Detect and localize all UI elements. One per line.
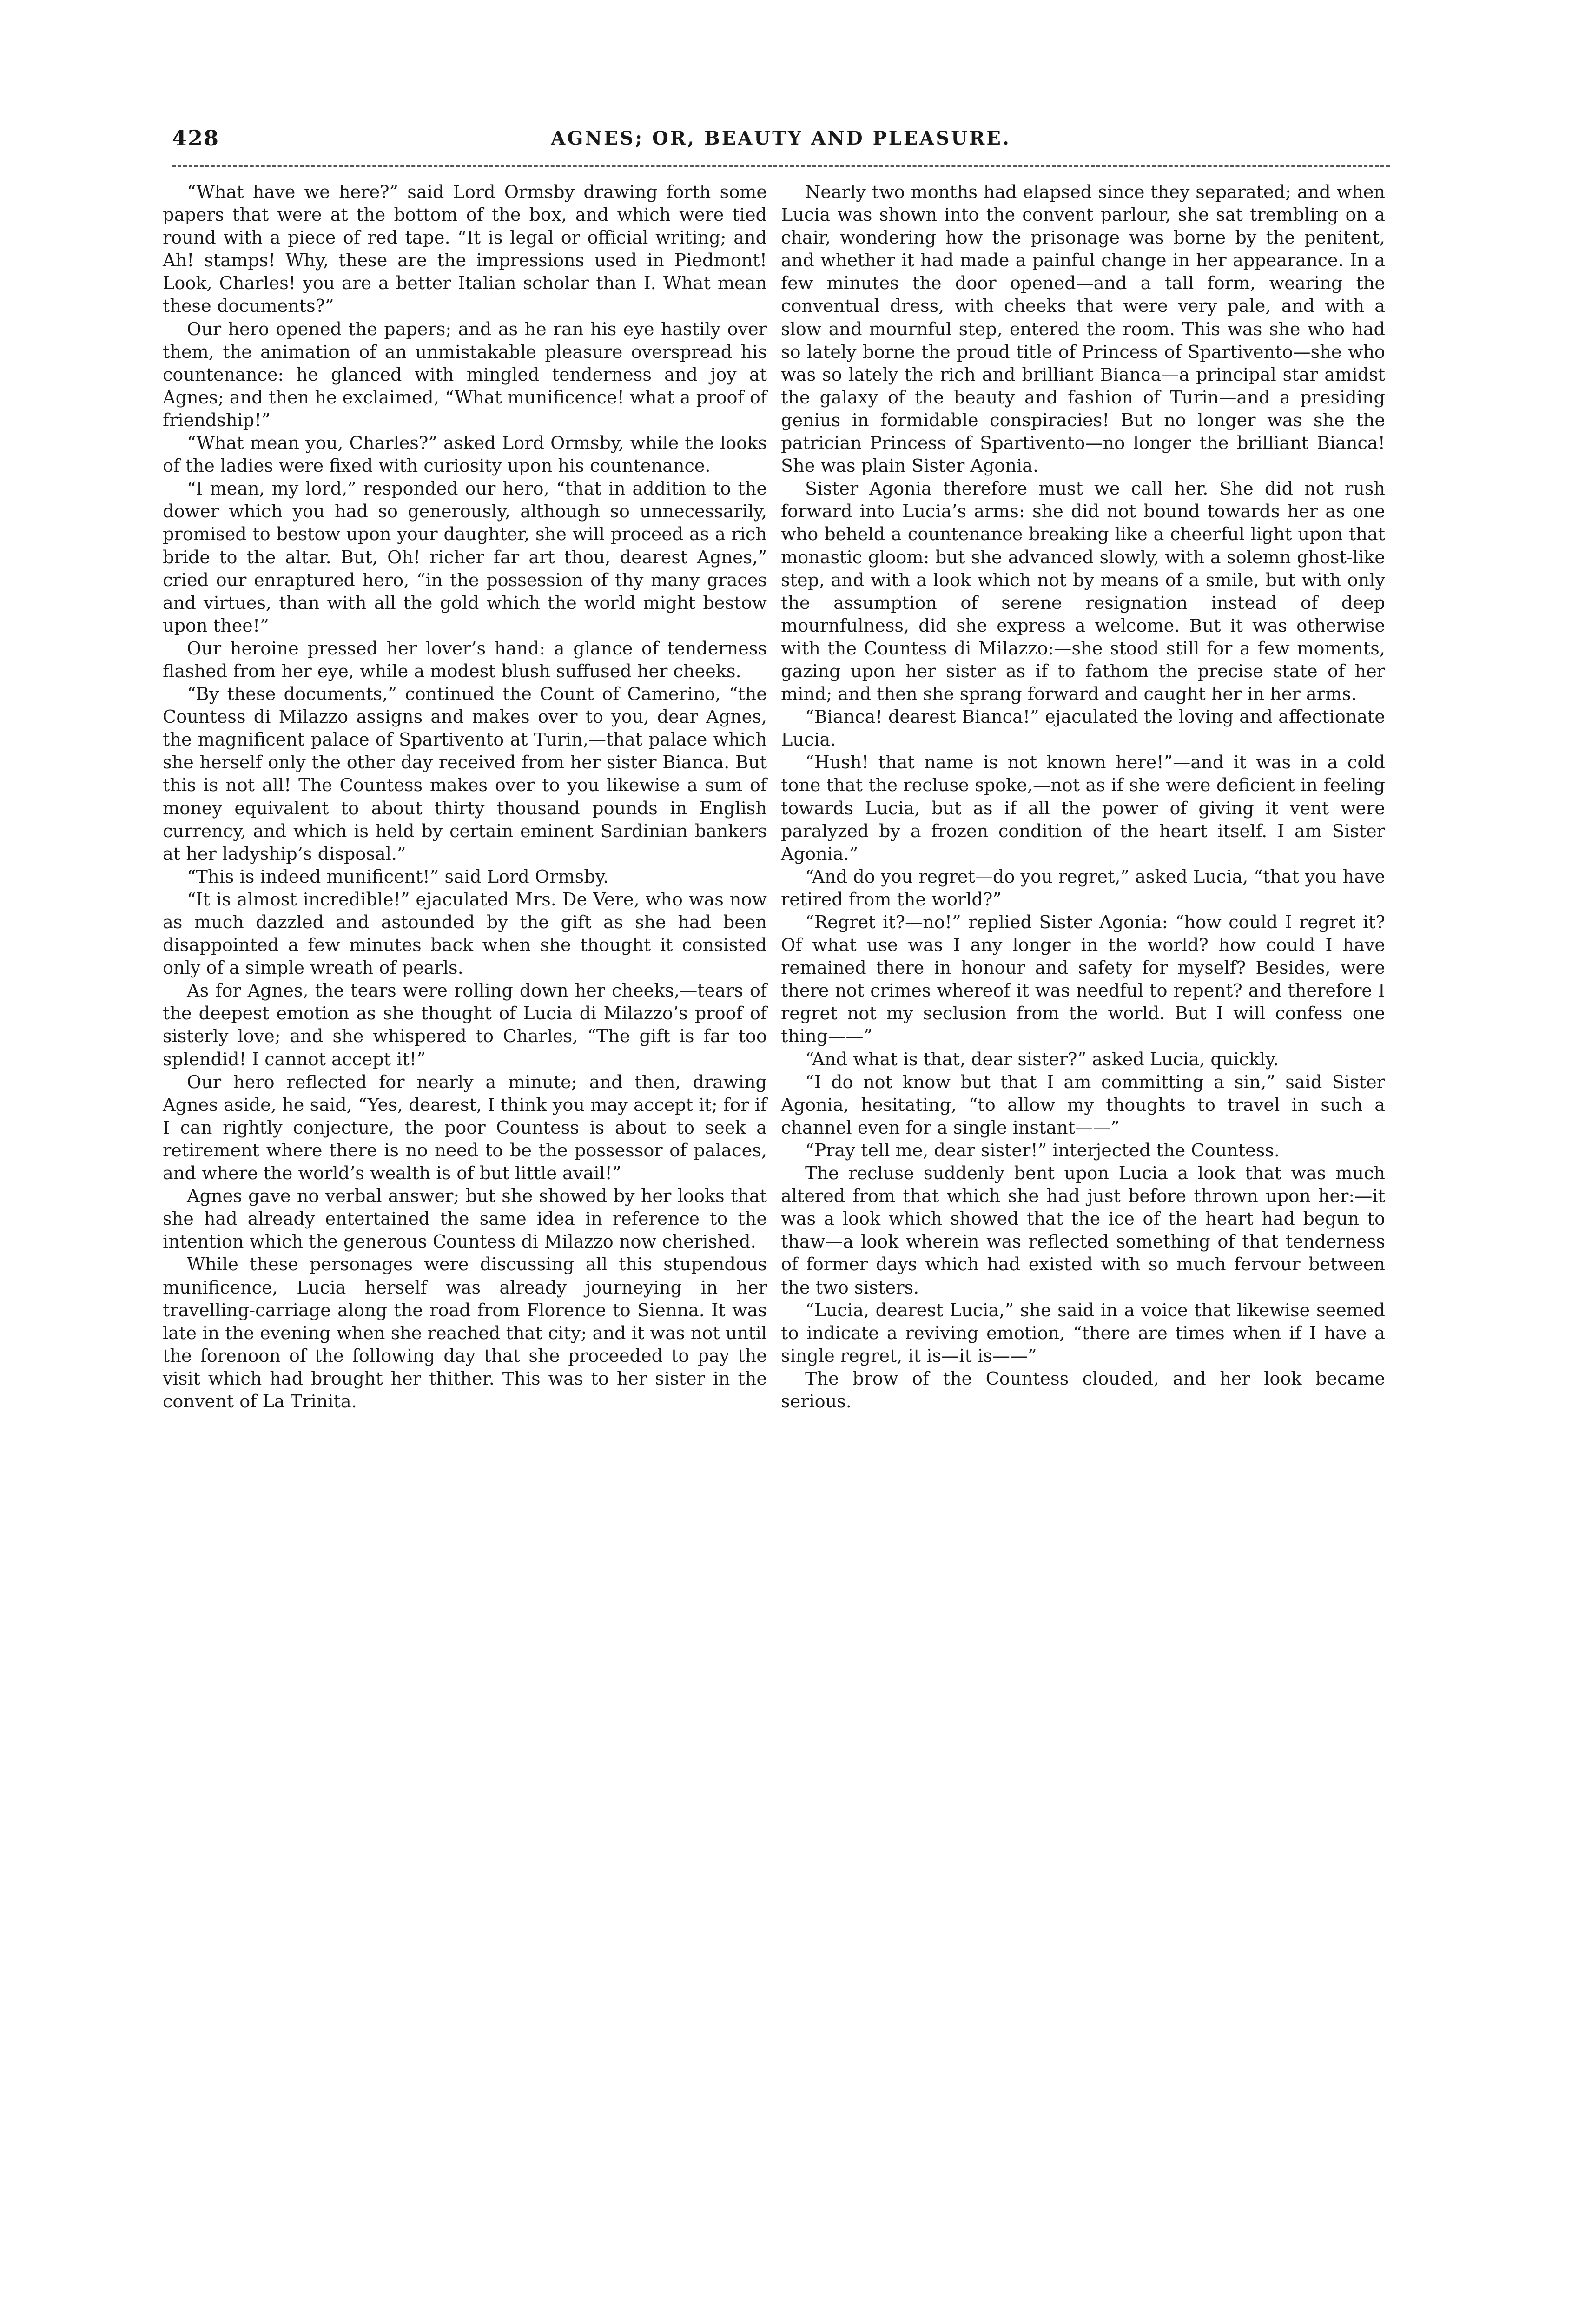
paragraph: “Lucia, dearest Lucia,” she said in a voice that likewise seemed to indicate a reviving emotion, “there are times when if I have a single regret, it is—it is——” <box>781 1300 1385 1367</box>
paragraph: Sister Agonia therefore must we call her. She did not rush forward into Lucia’s arms: she did not bound towards her as one who beheld a countenance breaking like a cheerful light upon that monastic gloom: but she advanced slowly, with a solemn ghost-like step, and with a look which not by means of a smile, but with only the assumption of serene resignation instead of deep mournfulness, did she express a welcome. But it was otherwise with the Countess di Milazzo:—she stood still for a few moments, gazing upon her sister as if to fathom the precise state of her mind; and then she sprang forward and caught her in her arms. <box>781 479 1385 705</box>
paragraph: “What have we here?” said Lord Ormsby drawing forth some papers that were at the bottom of the box, and which were tied round with a piece of red tape. “It is legal or official writing; and Ah! stamps! Why, these are the impressions used in Piedmont! Look, Charles! you are a better Italian scholar than I. What mean these documents?” <box>163 182 767 317</box>
paragraph: The recluse suddenly bent upon Lucia a look that was much altered from that which she had just before thrown upon her:—it was a look which showed that the ice of the heart had begun to thaw—a look wherein was reflected something of that tenderness of former days which had existed with so much fervour between the two sisters. <box>781 1163 1385 1298</box>
paragraph: Our heroine pressed her lover’s hand: a glance of tenderness flashed from her eye, while a modest blush suffused her cheeks. <box>163 638 767 682</box>
paragraph: “By these documents,” continued the Count of Camerino, “the Countess di Milazzo assigns and makes over to you, dear Agnes, the magnificent palace of Spartivento at Turin,—that palace which she herself only the other day received from her sister Bianca. But this is not all! The Countess makes over to you likewise a sum of money equivalent to about thirty thousand pounds in English currency, and which is held by certain eminent Sardinian bankers at her ladyship’s disposal.” <box>163 684 767 865</box>
paragraph: “Pray tell me, dear sister!” interjected the Countess. <box>805 1140 1280 1161</box>
paragraph: Our hero reflected for nearly a minute; and then, drawing Agnes aside, he said, “Yes, dearest, I think you may accept it; for if I can rightly conjecture, the poor Countess is about to seek a retirement where there is no need to be the possessor of palaces, and where the world’s wealth is of but little avail!” <box>163 1072 767 1184</box>
paragraph: Our hero opened the papers; and as he ran his eye hastily over them, the animation of an unmistakable pleasure overspread his countenance: he glanced with mingled tenderness and joy at Agnes; and then he exclaimed, “What munificence! what a proof of friendship!” <box>163 319 767 431</box>
left-column <box>163 181 767 1413</box>
paragraph: “What mean you, Charles?” asked Lord Ormsby, while the looks of the ladies were fixed with curiosity upon his countenance. <box>163 433 767 477</box>
paragraph: The brow of the Countess clouded, and her look became serious. <box>781 1368 1385 1412</box>
header-rule <box>172 165 1390 167</box>
paragraph: “And what is that, dear sister?” asked Lucia, quickly. <box>805 1049 1279 1070</box>
paragraph: “Regret it?—no!” replied Sister Agonia: “how could I regret it? Of what use was I any longer in the world? how could I have remained there in honour and safety for myself? Besides, were there not crimes whereof it was needful to repent? and therefore I regret not my seclusion from the world. But I will confess one thing——” <box>781 912 1385 1047</box>
running-title: AGNES; OR, BEAUTY AND PLEASURE. <box>551 127 1011 149</box>
paragraph: “And do you regret—do you regret,” asked Lucia, “that you have retired from the world?” <box>781 866 1385 910</box>
paragraph: “I do not know but that I am committing a sin,” said Sister Agonia, hesitating, “to allow my thoughts to travel in such a channel even for a single instant——” <box>781 1072 1385 1138</box>
page-number: 428 <box>172 125 220 151</box>
paragraph: Agnes gave no verbal answer; but she showed by her looks that she had already entertained the same idea in reference to the intention which the generous Countess di Milazzo now cherished. <box>163 1186 767 1253</box>
paragraph: “I mean, my lord,” responded our hero, “that in addition to the dower which you had so generously, although so unnecessarily, promised to bestow upon your daughter, she will proceed as a rich bride to the altar. But, Oh! richer far art thou, dearest Agnes,” cried our enraptured hero, “in the possession of thy many graces and virtues, than with all the gold which the world might bestow upon thee!” <box>163 479 767 636</box>
paragraph: “Hush! that name is not known here!”—and it was in a cold tone that the recluse spoke,—not as if she were deficient in feeling towards Lucia, but as if all the power of giving it vent were paralyzed by a frozen condition of the heart itself. I am Sister Agonia.” <box>781 753 1385 865</box>
paragraph: Nearly two months had elapsed since they separated; and when Lucia was shown into the convent parlour, she sat trembling on a chair, wondering how the prisonage was borne by the penitent, and whether it had made a painful change in her appearance. In a few minutes the door opened—and a tall form, wearing the conventual dress, with cheeks that were very pale, and with a slow and mournful step, entered the room. This was she who had so lately borne the proud title of Princess of Spartivento—she who was so lately the rich and brilliant Bianca—a principal star amidst the galaxy of the beauty and fashion of Turin—and a presiding genius in formidable conspiracies! But no longer was she the patrician Princess of Spartivento—no longer the brilliant Bianca! She was plain Sister Agonia. <box>781 182 1385 477</box>
right-column <box>781 181 1385 1413</box>
paragraph: “Bianca! dearest Bianca!” ejaculated the loving and affectionate Lucia. <box>781 707 1385 751</box>
paragraph: As for Agnes, the tears were rolling down her cheeks,—tears of the deepest emotion as she thought of Lucia di Milazzo’s proof of sisterly love; and she whispered to Charles, “The gift is far too splendid! I cannot accept it!” <box>163 981 767 1070</box>
paragraph: “This is indeed munificent!” said Lord Ormsby. <box>187 866 609 887</box>
paragraph: “It is almost incredible!” ejaculated Mrs. De Vere, who was now as much dazzled and astounded by the gift as she had been disappointed a few minutes back when she thought it consisted only of a simple wreath of pearls. <box>163 889 767 979</box>
paragraph: While these personages were discussing all this stupendous munificence, Lucia herself was already journeying in her travelling-carriage along the road from Florence to Sienna. It was late in the evening when she reached that city; and it was not until the forenoon of the following day that she proceeded to pay the visit which had brought her thither. This was to her sister in the convent of La Trinita. <box>163 1254 767 1412</box>
page-header <box>172 125 1390 163</box>
